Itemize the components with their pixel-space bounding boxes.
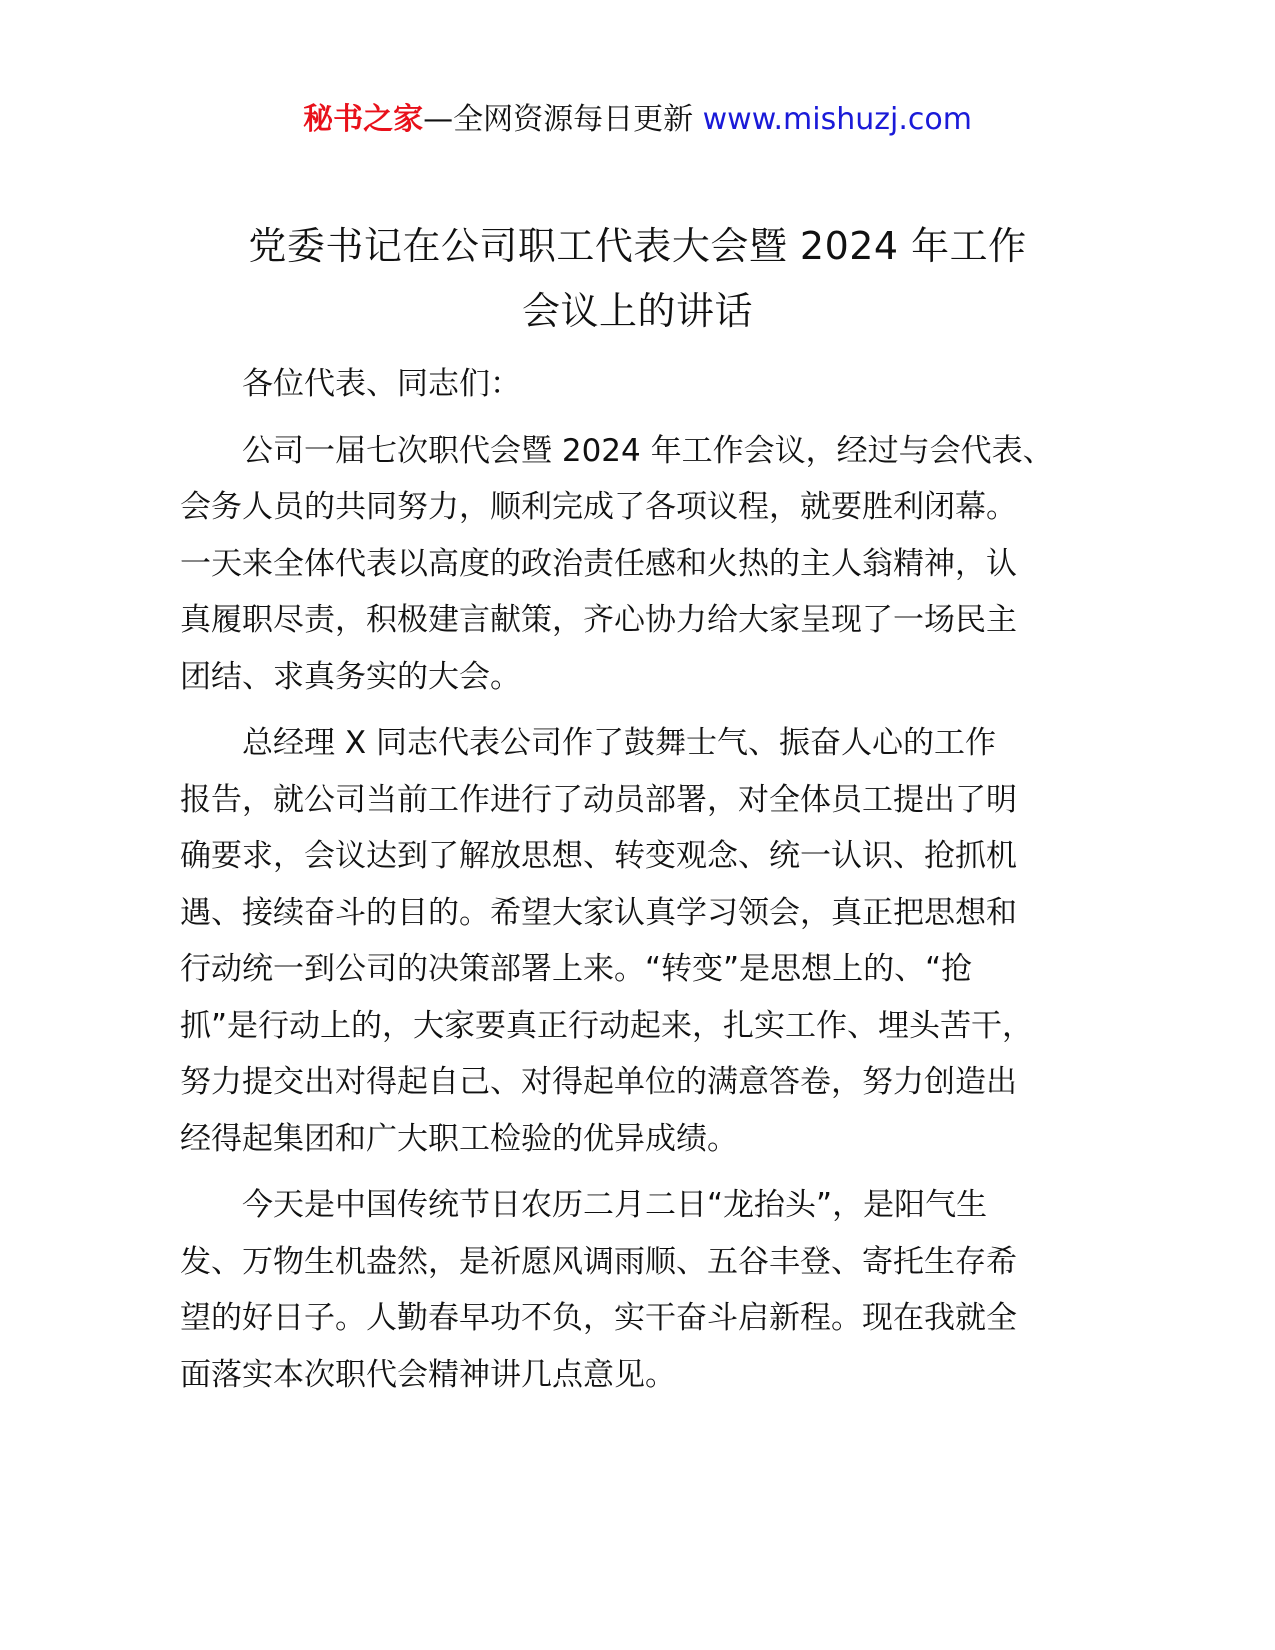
paragraph-line: 会务人员的共同努力，顺利完成了各项议程，就要胜利闭幕。 [180, 489, 1017, 525]
paragraph-1 [180, 423, 1065, 706]
paragraph-line: 一天来全体代表以高度的政治责任感和火热的主人翁精神，认 [180, 545, 1017, 582]
paragraph-line: 今天是中国传统节日农历二月二日“龙抬头”，是阳气生 [242, 1187, 988, 1223]
paragraph-line: 经得起集团和广大职工检验的优异成绩。 [180, 1120, 738, 1157]
paragraph-line: 团结、求真务实的大会。 [180, 658, 521, 695]
paragraph-line: 真履职尽责，积极建言献策，齐心协力给大家呈现了一场民主 [180, 602, 1017, 638]
paragraph-line: 公司一届七次职代会暨 2024 年工作会议，经过与会代表、 [242, 432, 1054, 469]
paragraph-line: 行动统一到公司的决策部署上来。“转变”是思想上的、“抢 [180, 951, 973, 987]
paragraph-line: 抓”是行动上的，大家要真正行动起来，扎实工作、埋头苦干， [180, 1007, 1034, 1044]
site-url-link[interactable]: www.mishuzj.com [702, 102, 972, 137]
document-body [180, 356, 1065, 1413]
salutation-text: 各位代表、同志们： [242, 366, 521, 402]
paragraph-line: 确要求，会议达到了解放思想、转变观念、统一认识、抢抓机 [180, 838, 1017, 874]
paragraph-line: 总经理 X 同志代表公司作了鼓舞士气、振奋人心的工作 [242, 725, 996, 761]
paragraph-line: 遇、接续奋斗的目的。希望大家认真学习领会，真正把思想和 [180, 894, 1017, 931]
paragraph-2 [180, 715, 1065, 1167]
salutation [180, 356, 1065, 413]
paragraph-3 [180, 1177, 1065, 1403]
paragraph-line: 望的好日子。人勤春早功不负，实干奋斗启新程。现在我就全 [180, 1300, 1017, 1336]
site-brand: 秘书之家 [303, 102, 424, 137]
paragraph-line: 报告，就公司当前工作进行了动员部署，对全体员工提出了明 [180, 781, 1017, 818]
site-tagline: —全网资源每日更新 [423, 102, 694, 137]
document-title [180, 214, 1095, 344]
title-line: 会议上的讲话 [521, 289, 753, 333]
site-header [0, 98, 1275, 142]
title-line: 党委书记在公司职工代表大会暨 2024 年工作 [248, 224, 1027, 268]
paragraph-line: 发、万物生机盎然，是祈愿风调雨顺、五谷丰登、寄托生存希 [180, 1243, 1017, 1280]
paragraph-line: 努力提交出对得起自己、对得起单位的满意答卷，努力创造出 [180, 1064, 1017, 1100]
paragraph-line: 面落实本次职代会精神讲几点意见。 [180, 1356, 676, 1393]
